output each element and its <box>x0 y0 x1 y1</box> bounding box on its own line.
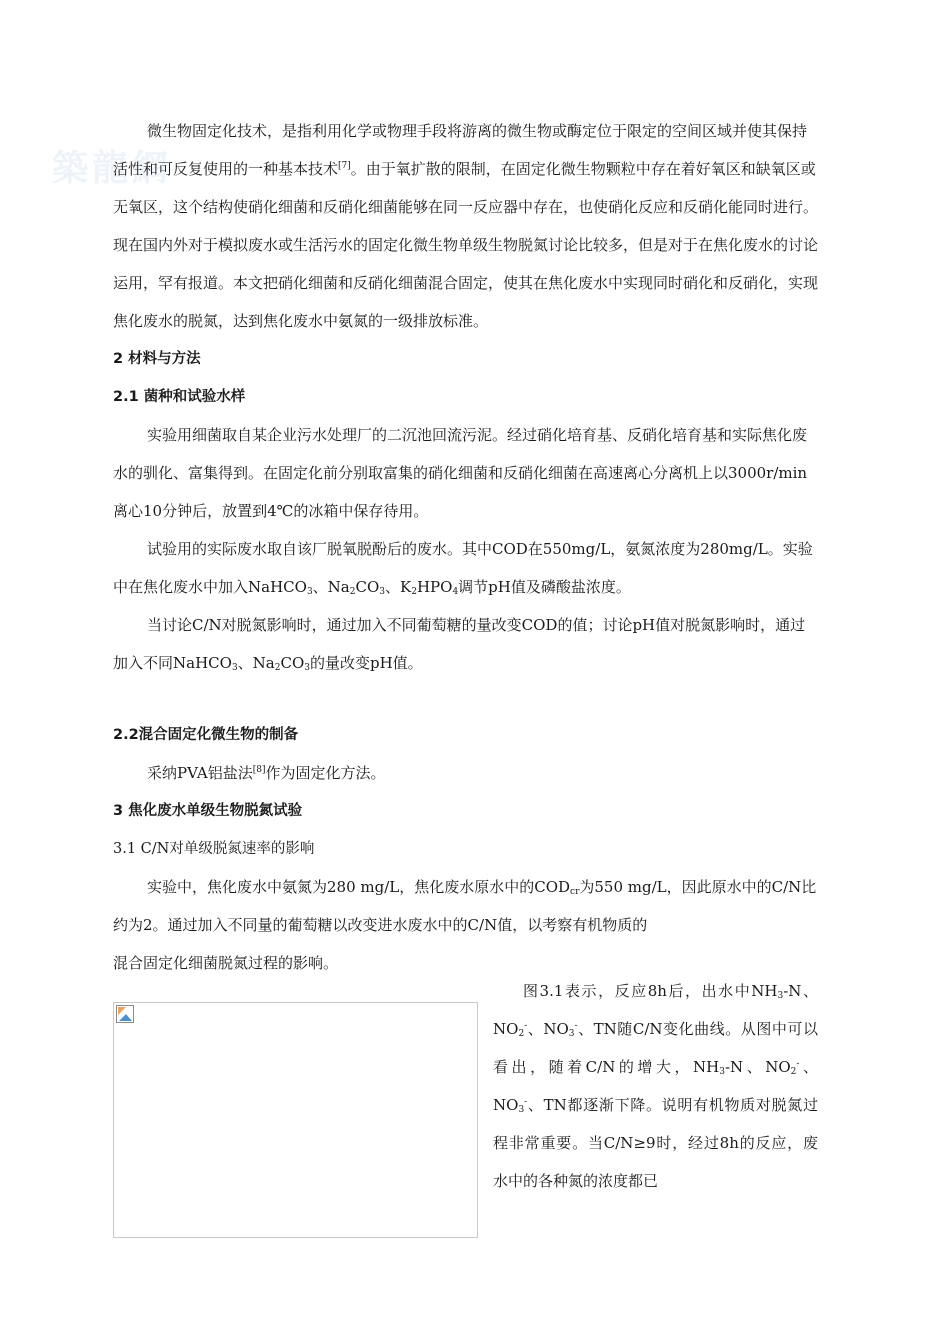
section-2-heading: 2 材料与方法 <box>113 351 201 367</box>
subscript: 2 <box>411 587 417 597</box>
text-run: 调节pH值及磷酸盐浓度。 <box>458 578 631 596</box>
text-run: 、Na <box>312 578 350 596</box>
figure-side-text <box>493 972 818 1200</box>
citation-8: [8] <box>252 765 266 775</box>
text-run: 实验中，焦化废水中氨氮为280 mg/L，焦化废水原水中的COD <box>147 878 571 896</box>
text-run: 、Na <box>237 654 275 672</box>
section-2-2-heading: 2.2混合固定化微生物的制备 <box>113 727 299 743</box>
subscript: 3 <box>719 1067 725 1077</box>
text-run: 、TN随C/N变化曲线。从图中可以看出，随着C/N的增大，NH <box>493 1020 818 1076</box>
subscript: 3 <box>231 663 238 673</box>
section-2-1-paragraph-1: 实验用细菌取自某企业污水处理厂的二沉池回流污泥。经过硝化培育基、反硝化培育基和实际焦化废水的驯化、富集得到。在固定化前分别取富集的硝化细菌和反硝化细菌在高速离心分离机上以3000r/min离心10分钟后，放置到4℃的冰箱中保存待用。 <box>113 426 808 520</box>
text-run: 、TN都逐渐下降。说明有机物质对脱氮过程非常重要。当C/N≥9时，经过8h的反应，废水中的各种氮的浓度都已 <box>493 1096 818 1190</box>
subscript: 3 <box>777 991 784 1001</box>
section-2-2-paragraph <box>113 754 818 792</box>
subscript: 3 <box>568 1029 575 1039</box>
subscript: 2 <box>349 587 356 597</box>
superscript: - <box>524 1021 528 1031</box>
watermark: 築龍網 <box>52 148 173 189</box>
subscript: 3 <box>306 587 313 597</box>
subscript: 4 <box>452 587 459 597</box>
superscript: - <box>796 1059 800 1069</box>
text-run: 图3.1表示，反应8h后，出水中NH <box>523 982 778 1000</box>
section-3-heading: 3 焦化废水单级生物脱氮试验 <box>113 803 303 819</box>
text-run: 作为固定化方法。 <box>265 764 386 782</box>
text-run: -N、NO <box>724 1058 791 1076</box>
subscript: cr <box>570 887 580 897</box>
citation-7: [7] <box>338 161 351 171</box>
section-3-1-heading: 3.1 C/N对单级脱氮速率的影响 <box>113 841 315 857</box>
figure-placeholder <box>113 1002 478 1238</box>
section-2-1-paragraph-3 <box>113 606 818 682</box>
spacer <box>113 682 818 716</box>
text-run: CO <box>280 654 305 672</box>
text-run: 的量改变pH值。 <box>310 654 423 672</box>
text-run: 、NO <box>493 1058 818 1114</box>
superscript: - <box>574 1021 578 1031</box>
text-run: CO <box>355 578 380 596</box>
intro-text-2: 。由于氧扩散的限制，在固定化微生物颗粒中存在着好氧区和缺氧区或无氧区，这个结构使硝化细菌和反硝化细菌能够在同一反应器中存在，也使硝化反应和反硝化能同时进行。现在国内外对于模拟废水或生活污水的固定化微生物单级生物脱氮讨论比较多，但是对于在焦化废水的讨论运用，罕有报道。本文把硝化细菌和反硝化细菌混合固定，使其在焦化废水中实现同时硝化和反硝化，实现焦化废水的脱氮，达到焦化废水中氨氮的一级排放标准。 <box>113 160 819 330</box>
subscript: 2 <box>518 1029 525 1039</box>
text-run: HPO <box>416 578 453 596</box>
figure-row <box>113 982 818 1262</box>
intro-paragraph <box>113 112 818 340</box>
text-run: 、K <box>385 578 412 596</box>
figure-description <box>493 972 818 1200</box>
text-run: 采纳PVA铝盐法 <box>147 764 253 782</box>
section-2-1-heading: 2.1 菌种和试验水样 <box>113 389 246 405</box>
intro-text-1: 微生物固定化技术，是指利用化学或物理手段将游离的微生物或酶定位于限定的空间区域并使其保持活性和可反复使用的一种基本技术 <box>113 122 808 178</box>
broken-image-icon <box>116 1005 134 1023</box>
subscript: 3 <box>379 587 385 597</box>
superscript: - <box>524 1097 528 1107</box>
text-run: 当讨论C/N对脱氮影响时，通过加入不同葡萄糖的量改变COD的值；讨论pH值对脱氮影响时，通过加入不同NaHCO <box>113 616 806 672</box>
section-3-1-paragraph <box>113 868 818 982</box>
text-run: 为550 mg/L，因此原水中的C/N比约为2。通过加入不同量的葡萄糖以改变进水废水中的C/N值，以考察有机物质的 <box>113 878 817 934</box>
subscript: 3 <box>518 1105 525 1115</box>
section-2-1-paragraph-2 <box>113 530 818 606</box>
subscript: 2 <box>274 663 281 673</box>
text-run: -N、NO <box>493 982 818 1038</box>
text-run: 、NO <box>527 1020 569 1038</box>
subscript: 2 <box>790 1067 797 1077</box>
document-page <box>113 112 818 1262</box>
subscript: 3 <box>304 663 310 673</box>
text-run: 试验用的实际废水取自该厂脱氧脱酚后的废水。其中COD在550mg/L，氨氮浓度为280mg/L。实验中在焦化废水中加入NaHCO <box>113 540 813 596</box>
text-run: 混合固定化细菌脱氮过程的影响。 <box>113 954 339 972</box>
